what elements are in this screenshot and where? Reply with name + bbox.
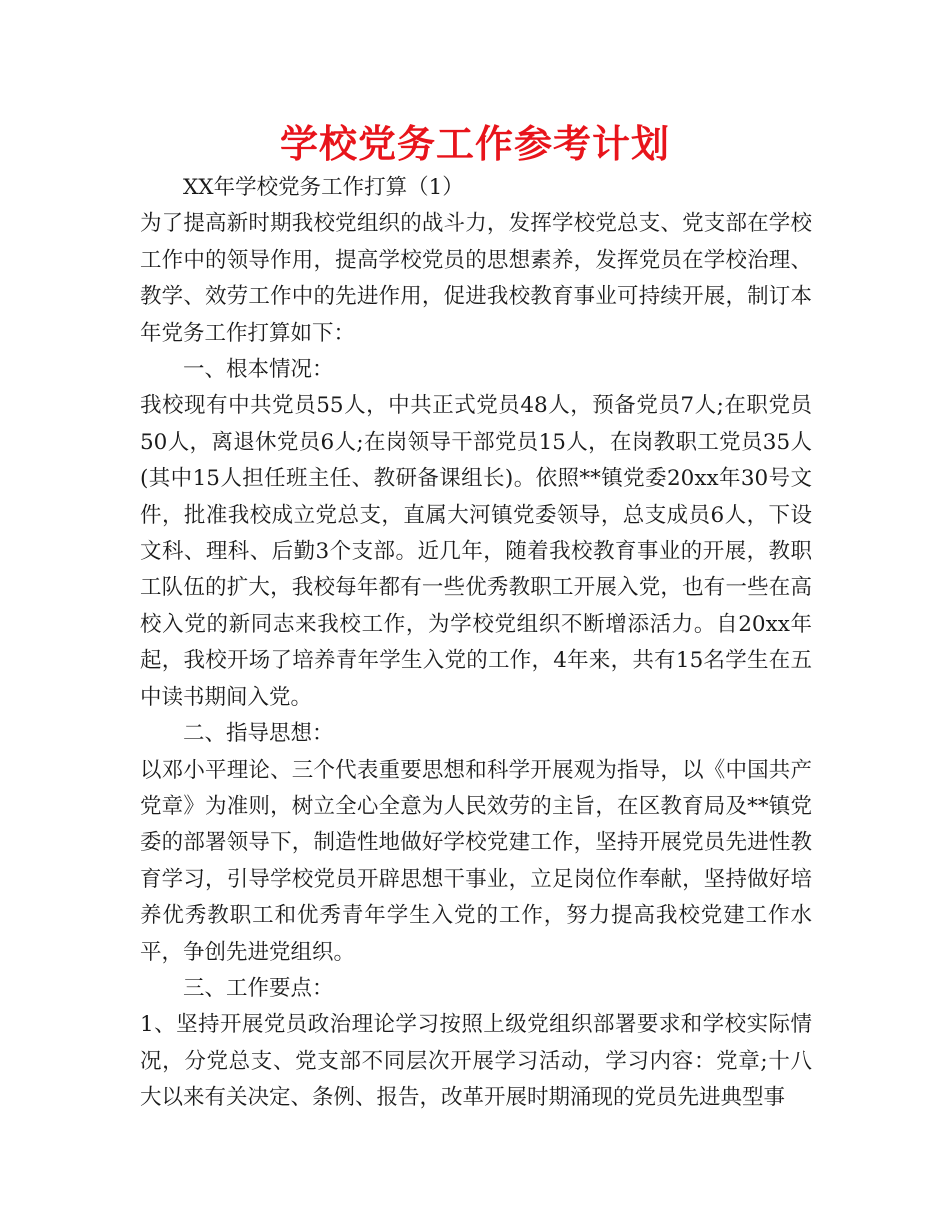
document-title: 学校党务工作参考计划 bbox=[279, 122, 670, 166]
section-heading-guiding-ideology: 二、指导思想： bbox=[183, 721, 334, 747]
guiding-ideology-paragraph: 以邓小平理论、三个代表重要思想和科学开展观为指导，以《中国共产党章》为准则，树立全心全意为人民效劳的主旨，在区教育局及**镇党委的部署领导下，制造性地做好学校党建工作，坚持开展党员先进性教育学习，引导学校党员开辟思想干事业，立足岗位作奉献，坚持做好培养优秀教职工和优秀青年学生入党的工作，努力提高我校党建工作水平，争创先进党组织。 bbox=[140, 757, 812, 965]
section-heading-work-points: 三、工作要点： bbox=[183, 975, 334, 1001]
section-heading-basic-situation: 一、根本情况： bbox=[183, 357, 334, 383]
work-points-paragraph: 1、坚持开展党员政治理论学习按照上级党组织部署要求和学校实际情况，分党总支、党支部不同层次开展学习活动，学习内容：党章;十八大以来有关决定、条例、报告，改革开展时期涌现的党员先进典型事 bbox=[140, 1012, 812, 1111]
intro-paragraph: 为了提高新时期我校党组织的战斗力，发挥学校党总支、党支部在学校工作中的领导作用，提高学校党员的思想素养，发挥党员在学校治理、教学、效劳工作中的先进作用，促进我校教育事业可持续开展，制订本年党务工作打算如下： bbox=[140, 211, 812, 346]
document-subtitle: XX年学校党务工作打算（1） bbox=[183, 175, 464, 200]
document-body bbox=[140, 170, 812, 1117]
basic-situation-paragraph: 我校现有中共党员55人，中共正式党员48人，预备党员7人;在职党员50人，离退休党员6人;在岗领导干部党员15人，在岗教职工党员35人(其中15人担任班主任、教研备课组长)。依照**镇党委20xx年30号文件，批准我校成立党总支，直属大河镇党委领导，总支成员6人，下设文科、理科、后勤3个支部。近几年，随着我校教育事业的开展，教职工队伍的扩大，我校每年都有一些优秀教职工开展入党，也有一些在高校入党的新同志来我校工作，为学校党组织不断增添活力。自20xx年起，我校开场了培养青年学生入党的工作，4年来，共有15名学生在五中读书期间入党。 bbox=[140, 393, 812, 710]
